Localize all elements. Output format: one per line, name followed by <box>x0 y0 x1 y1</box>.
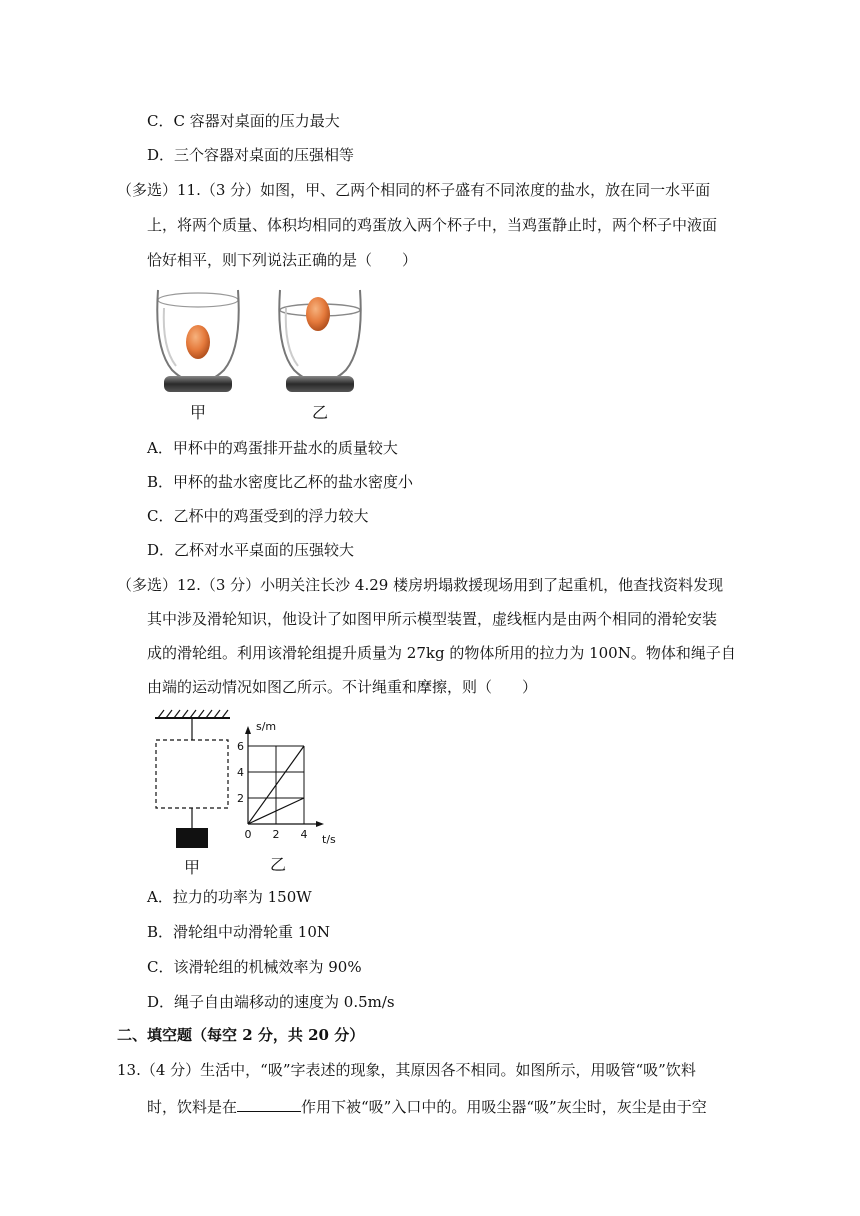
q12-stem-line-2: 其中涉及滑轮知识，他设计了如图甲所示模型装置，虚线框内是由两个相同的滑轮安装 <box>147 610 718 628</box>
weight-block <box>176 828 208 848</box>
q12-stem-line-1: （多选）12.（3 分）小明关注长沙 4.29 楼房坍塌救援现场用到了起重机，他查找资料发现 <box>117 576 724 594</box>
y-tick-label: 4 <box>237 766 244 779</box>
q12-st-chart <box>228 718 348 878</box>
cup-jia-base <box>164 376 232 392</box>
y-axis-arrow <box>245 726 251 734</box>
q11-stem-line-3: 恰好相平，则下列说法正确的是（ ） <box>147 251 418 269</box>
q12-stem-line-3: 成的滑轮组。利用该滑轮组提升质量为 27kg 的物体所用的拉力为 100N。物体和绳子自 <box>147 644 736 662</box>
cup-yi-base <box>286 376 354 392</box>
q12-option-a: A．拉力的功率为 150W <box>147 888 312 906</box>
q12-figure-pulley-model <box>150 708 240 878</box>
q12-stem-line-4: 由端的运动情况如图乙所示。不计绳重和摩擦，则（ ） <box>147 678 538 696</box>
q12-option-c: C．该滑轮组的机械效率为 90% <box>147 958 362 976</box>
q13-line-1: 13.（4 分）生活中，“吸”字表述的现象，其原因各不相同。如图所示，用吸管“吸”饮料 <box>117 1061 696 1079</box>
q13-line-2 <box>147 1095 707 1117</box>
section-heading-fill-in: 二、填空题（每空 2 分，共 20 分） <box>117 1026 365 1044</box>
q11-option-d: D．乙杯对水平桌面的压强较大 <box>147 541 355 559</box>
y-axis-label: s/m <box>256 720 277 733</box>
q11-stem-line-2: 上，将两个质量、体积均相同的鸡蛋放入两个杯子中，当鸡蛋静止时，两个杯子中液面 <box>147 216 718 234</box>
q12-label-yi: 乙 <box>269 855 287 874</box>
y-tick-label: 6 <box>237 740 244 753</box>
q11-label-yi: 乙 <box>311 403 329 422</box>
x-tick-label: 4 <box>300 828 308 841</box>
q13-line-2-part-b: 作用下被“吸”入口中的。用吸尘器“吸”灰尘时，灰尘是由于空 <box>301 1098 707 1116</box>
x-tick-label: 0 <box>244 828 252 841</box>
q11-figure-cups <box>150 278 370 423</box>
cup-jia <box>157 290 238 392</box>
q10-option-d: D．三个容器对桌面的压强相等 <box>147 146 355 164</box>
q11-label-jia: 甲 <box>189 403 207 422</box>
q12-option-b: B．滑轮组中动滑轮重 10N <box>147 923 331 941</box>
y-tick-label: 2 <box>237 792 244 805</box>
q13-line-2-part-a: 时，饮料是在 <box>147 1098 238 1116</box>
q11-option-c: C．乙杯中的鸡蛋受到的浮力较大 <box>147 507 369 525</box>
pulley-group-box <box>156 740 228 808</box>
q11-option-a: A．甲杯中的鸡蛋排开盐水的质量较大 <box>147 439 398 457</box>
egg-yi <box>306 297 330 331</box>
x-axis-arrow <box>316 821 324 827</box>
x-axis-label: t/s <box>322 833 336 846</box>
q12-option-d: D．绳子自由端移动的速度为 0.5m/s <box>147 993 395 1011</box>
q11-option-b: B．甲杯的盐水密度比乙杯的盐水密度小 <box>147 473 414 491</box>
egg-jia <box>186 325 210 359</box>
q10-option-c: C．C 容器对桌面的压力最大 <box>147 112 340 130</box>
cup-yi <box>279 290 360 392</box>
x-tick-label: 2 <box>272 828 280 841</box>
q12-label-jia: 甲 <box>183 858 201 877</box>
q13-answer-blank[interactable] <box>237 1095 301 1112</box>
q11-stem-line-1: （多选）11.（3 分）如图，甲、乙两个相同的杯子盛有不同浓度的盐水，放在同一水平面 <box>117 181 711 199</box>
